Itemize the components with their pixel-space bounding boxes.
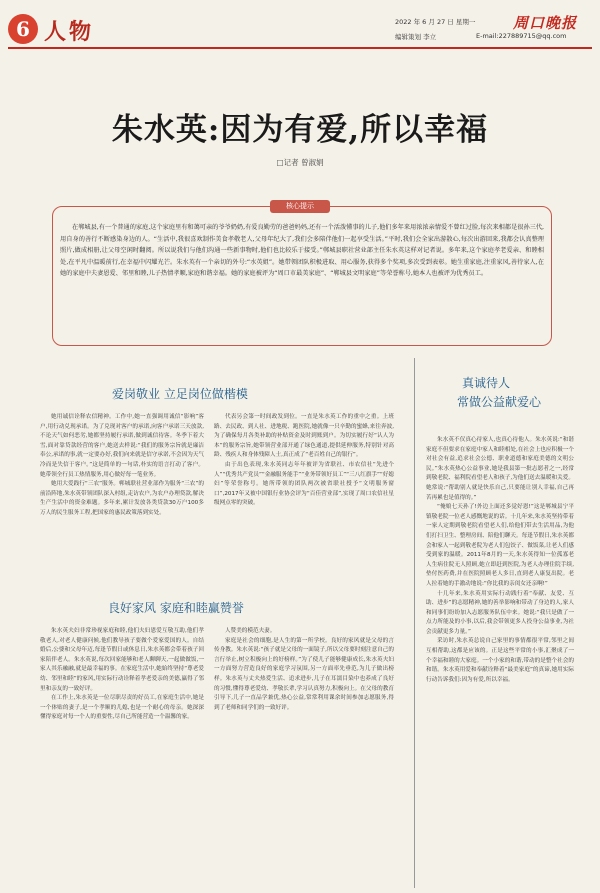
paragraph: 人赞美的模范夫妻。 [225, 628, 276, 634]
section-heading-family: 良好家风 家庭和睦赢赞誉 [108, 601, 244, 615]
contact-email: E-mail:227889715@qq.com [476, 32, 567, 40]
paragraph: 她用诚信诠释农信精神。工作中,她一直强调用诚信“影响”客户,用行动兑现承诺。为了兑现对客户的承诺,向客户承诺三天放款,不论天气如何恶劣,她都坚持履行承诺,做到诚信待客。冬季下着大雪,面对靠贷款经营的客户,她送去样说:“我们的服务宗旨就是廉洁奉公,承诺的事,就一定要办好,我们向来就是信守承诺,不会因为天气冷而是失信于客户。”这是简单的一句话,朴实的语言打动了客户。她带领全行员工热情服务,用心做好每一笔业务。 [40, 414, 204, 478]
column-divider [414, 358, 415, 888]
header-rule [8, 47, 592, 49]
article-byline: □记者 曾淑娟 [276, 158, 324, 167]
core-summary-label: 核心提示 [270, 200, 330, 213]
paragraph: 她用大爱践行“三农”服务。郸城联社营业部作为服务“三农”的前沿阵地,朱水英带领团队深入村组,走访农户,为农户办理贷款,解决生产生活中的资金难题。多年来,累计发放各类贷款30万户100多万人的民生服务工程,把国家的惠民政策落到实处。 [40, 481, 204, 516]
article-title: 朱水英:因为有爱,所以幸福 [111, 112, 489, 148]
newspaper-logo: 周口晚报 [513, 14, 578, 32]
paragraph: 在工作上,朱水英是一位尽职尽责的好员工,在家庭生活中,她是一个体贴的妻子,是一个孝顺的儿媳,也是一个耐心的母亲。她深深懂得家庭对每一个人的重要性,尽自己所能营造一个温馨的家。 [40, 695, 204, 721]
section-family-text-right [214, 627, 394, 889]
paragraph: “俺娘七天孙了!外边上面还多觉好恩!”这是郸城县宁平镇敬老院一位老人感慨地说的话。十几年来,朱水英坚持带着一家人定期到敬老院看望老人们,给他们带去生活用品,为他们打扫卫生、整理房间、陪他们聊天。每逢节假日,朱水英都会和家人一起到敬老院为老人们包饺子、做饭菜,让老人们感受到家的温暖。2011年8月的一天,朱水英得知一位孤寡老人生病住院无人照顾,她立即赶到医院,为老人办理住院手续,垫付医药费,并在医院照顾老人多日,直到老人康复出院。老人拉着她的手激动地说:“你比我的亲闺女还亲啊!” [426, 504, 574, 587]
paragraph: 朱水英不仅真心待家人,也真心待他人。朱水英说:“和谐家庭不但要求在家庭中家人和睦相处,在社会上也应积极一个对社会有益,追求社会公德、职业道德和家庭美德的文明公民。”朱水英热心公益事业,她是我县第一批志愿者之一,经常到敬老院、福利院看望老人和孩子,为他们送去温暖和关爱。她常说:“帮助别人就是快乐自己,只要能让别人幸福,自己再苦再累也是值得的。” [426, 437, 574, 501]
paragraph: 朱水英夫妇非常珍视家庭和睦,他们夫妇恩爱互敬互助,他们孝敬老人,对老人健康问候,他们教导孩子要做个爱家爱国的人。自结婚后,公婆和父母年迈,每逢节假日或休息日,朱水英都会带着孩子回家陪伴老人。朱水英说,每次回家能够和老人聊聊天,一起做做饭,一家人其乐融融,就是最幸福的事。在家庭生活中,她始终坚持“尊老爱幼、邻里和睦”的家风,用实际行动诠释着孝老爱亲的美德,赢得了邻里和亲友的一致好评。 [40, 628, 204, 692]
core-summary-text: 在郸城县,有一个普通的家庭,这个家庭里有和蔼可亲的爷爷奶奶,有爱良勤劳的爸爸妈妈,还有一个活泼懂事的儿子,他们多年来用浓浓亲情爱不曾红过脸,每次来相都是很孙三代,用自身的善行不断感染身边的人。“生活中,我很喜欢制作美食孝敬老人,父母年纪大了,我们会多陪伴他们一起享受生活。”平时,我们会全家出游散心,每次出游回来,我都会认真整理照片,做成相册,让父母空闲时翻阅。所以说我们与他们沟通一些新事物时,他们也比较乐于接受。”郸城县职社营业部主任朱水英这样对记者说。多年来,这个家庭孝老爱亲、和睦相处,在平凡中温暖前行,在幸福中闪耀光芒。朱水英有一个亲切的外号:“水英姐”。她带领团队积极进取、用心服务,获得多个奖项,多次受到表彰。她生重家庭,注重家风,善待家人,在她的家庭中夫妻恩爱、邻里和睦,儿子热情孝顺,家庭和谐幸福。她的家庭被评为“周口市最美家庭”、“郸城县文明家庭”等荣誉称号,她本人也被评为优秀员工。 [60, 224, 544, 278]
editor-line: 编辑策划 李立 [395, 33, 437, 41]
section-heading-charity-line1: 真诚待人 [462, 376, 511, 390]
paragraph: 代表另会第一时间政发到位。一直是朱水英工作的重中之重。上班路、去民政、到人社、进地税、跑医院,她就像一只辛勤的蜜蜂,来往奔波,为了确保每月各类补助的补贴资金及时到账到户。为切实履行好“认人为本”的服务宗旨,她带领营业部开通了绿色通道,提供延伸服务,特别针对高龄、残疾人和身体残障人士,真正成了“老百姓自己的银行”。 [214, 414, 394, 459]
paragraph: 采访时,朱水英总说自己家里的事情都很平常,邻里之间互相帮助,这都是应该的。正是这些平常的小事,汇聚成了一个幸福和睦的大家庭。一个小家的和谐,带动的是整个社会的和谐。朱水英用爱和奉献诠释着“最美家庭”的真谛,她用实际行动告诉我们:因为有爱,所以幸福。 [426, 638, 574, 683]
section-heading-charity-line2: 常做公益献爱心 [457, 395, 542, 409]
paragraph: 十几年来,朱水英用实际行动践行着“奉献、友爱、互助、进步”的志愿精神,她的善举影响和带动了身边的人,家人和同事们纷纷加入志愿服务队伍中来。她说:“我只是做了一点力所能及的小事,以后,我会带领更多人投身公益事业,为社会贡献更多力量。” [426, 590, 574, 635]
section-heading-work: 爱岗敬业 立足岗位做楷模 [112, 387, 248, 401]
section-work-text-right [214, 413, 394, 566]
section-number-badge: 6 [8, 14, 38, 44]
paragraph: 家庭是社会的细胞,是人生的第一所学校。良好的家风就是父母的言传身教。朱水英说:“孩子就是父母的一面镜子,所以父母要时刻注意自己的言行举止,树立积极向上的好榜样。”为了使儿子能够健康成长,朱水英夫妇一方面努力营造良好的家庭学习氛围,另一方面率先垂范,为儿子做出榜样。朱水英与丈夫热爱生活、追求进步,儿子在耳濡目染中也养成了良好的习惯,懂得尊老爱幼、孝敬长辈,学习认真努力,积极向上。在父母的教育引导下,儿子一直品学兼优,热心公益,常常利用课余时间参加志愿服务,得到了老师和同学们的一致好评。 [214, 637, 394, 711]
section-family-text-left [40, 627, 204, 889]
section-charity-text [426, 436, 574, 888]
section-name: 人物 [44, 19, 95, 45]
paragraph: 由于出色表现,朱水英同志年年被评为省联社、市农信社“先进个人”“优秀共产党员”“金融服务能手”“业务带领好员工”“三八红旗手”“好媳妇”等荣誉称号。她所带领的团队两次被省联社授予“文明服务窗口”,2017年又被中国银行业协会评为“百佳营业部”,实现了周口农信社星级网点零的突破。 [214, 461, 394, 507]
section-work-text-left [40, 413, 204, 566]
issue-date: 2022 年 6 月 27 日 星期一 [395, 18, 476, 26]
